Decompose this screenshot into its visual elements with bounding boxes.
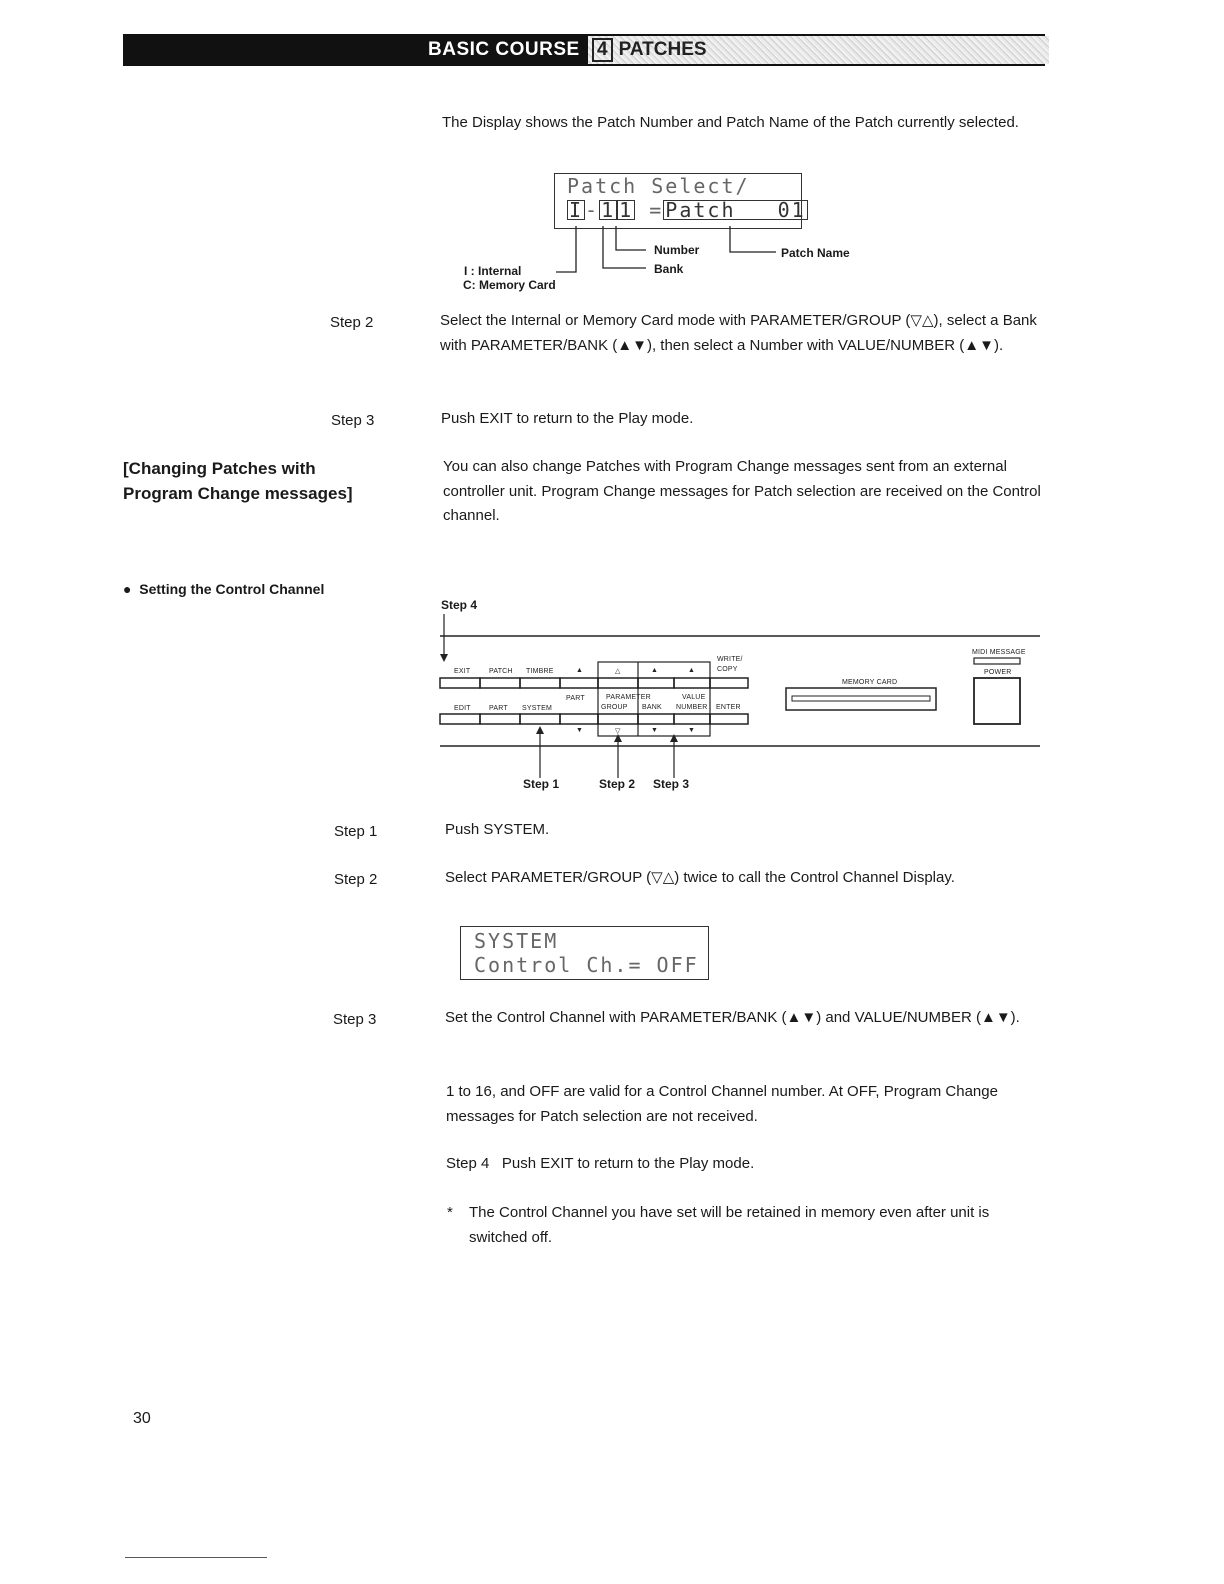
step-text: Select PARAMETER/GROUP (▽△) twice to call the Control Channel Display. bbox=[445, 869, 955, 886]
step4-line bbox=[446, 1152, 1046, 1177]
label-memory-card: C: Memory Card bbox=[463, 278, 556, 292]
step4-arrow-head bbox=[440, 654, 448, 662]
step-text: Select the Internal or Memory Card mode with PARAMETER/GROUP (▽△), select a Bank with PARAMETER/BANK (▲▼), then select a Number with VALUE/NUMBER (▲▼). bbox=[440, 312, 1037, 354]
callout-internal-line bbox=[556, 226, 576, 272]
subsection-heading bbox=[123, 581, 324, 597]
number-down-button[interactable] bbox=[674, 714, 710, 724]
panel-label-number-up: ▲ bbox=[688, 667, 696, 674]
lcd-bank: 1 bbox=[601, 198, 616, 222]
memory-card-slot bbox=[786, 688, 936, 710]
panel-step3-label: Step 3 bbox=[653, 777, 690, 791]
panel-label-memory-card: MEMORY CARD bbox=[842, 679, 898, 686]
panel-label-bank-down: ▼ bbox=[651, 727, 659, 734]
footer-rule bbox=[125, 1557, 267, 1558]
panel-label-value: VALUE bbox=[682, 694, 706, 701]
chapter-title: PATCHES bbox=[618, 39, 707, 60]
step-text: Push SYSTEM. bbox=[445, 821, 550, 838]
write-copy-button[interactable] bbox=[710, 678, 748, 688]
lcd-system-line2: Control Ch.= OFF bbox=[474, 953, 699, 977]
number-up-button[interactable] bbox=[674, 678, 710, 688]
footnote-marker: * bbox=[447, 1204, 453, 1221]
callout-name-line bbox=[730, 226, 776, 252]
memory-card-opening bbox=[792, 696, 930, 701]
midi-message-indicator bbox=[974, 658, 1020, 664]
panel-step1-label: Step 1 bbox=[523, 777, 560, 791]
step1-arrow-head bbox=[536, 726, 544, 734]
intro-text: The Display shows the Patch Number and Patch Name of the Patch currently selected. bbox=[442, 114, 1019, 131]
exit-button[interactable] bbox=[440, 678, 480, 688]
panel-label-part-up: ▲ bbox=[576, 667, 584, 674]
panel-diagram bbox=[436, 612, 1046, 782]
panel-label-group-down: ▽ bbox=[615, 728, 621, 735]
panel-label-part-down: ▼ bbox=[576, 727, 584, 734]
panel-step4-label: Step 4 bbox=[441, 598, 478, 612]
step3-arrow-head bbox=[670, 734, 678, 742]
part-down-button[interactable] bbox=[560, 714, 598, 724]
step-text: Push EXIT to return to the Play mode. bbox=[441, 410, 694, 427]
callout-bank-line bbox=[603, 226, 646, 268]
section-heading-line1: [Changing Patches with bbox=[123, 459, 316, 478]
panel-label-number: NUMBER bbox=[676, 704, 708, 711]
lcd-line1: Patch Select/ bbox=[567, 174, 750, 198]
panel-label-timbre: TIMBRE bbox=[526, 668, 554, 675]
step-label: Step 1 bbox=[334, 823, 378, 840]
section-text: You can also change Patches with Program Change messages sent from an external controller unit. Program Change messages for Patch selection are received on the Control channel. bbox=[443, 458, 1041, 524]
panel-label-edit: EDIT bbox=[454, 705, 471, 712]
panel-label-parameter: PARAMETER bbox=[606, 694, 651, 701]
section-heading bbox=[123, 456, 423, 506]
step2-arrow-head bbox=[614, 734, 622, 742]
subsection-title: Setting the Control Channel bbox=[139, 581, 325, 597]
step-label: Step 3 bbox=[331, 412, 375, 429]
part-button[interactable] bbox=[480, 714, 520, 724]
edit-button[interactable] bbox=[440, 714, 480, 724]
group-down-button[interactable] bbox=[598, 714, 638, 724]
label-internal: I : Internal bbox=[464, 264, 522, 278]
lcd-bank-type: I bbox=[569, 198, 584, 222]
system-button[interactable] bbox=[520, 714, 560, 724]
lcd-patch-name: Patch 01 bbox=[665, 198, 806, 222]
panel-label-copy: COPY bbox=[717, 666, 738, 673]
step-text: Set the Control Channel with PARAMETER/BANK (▲▼) and VALUE/NUMBER (▲▼). bbox=[445, 1009, 1020, 1026]
section-heading-line2: Program Change messages] bbox=[123, 484, 353, 503]
panel-label-midi-message: MIDI MESSAGE bbox=[972, 649, 1026, 656]
power-button[interactable] bbox=[974, 678, 1020, 724]
panel-label-system: SYSTEM bbox=[522, 705, 552, 712]
panel-label-group-up: △ bbox=[615, 668, 621, 675]
panel-label-number-down: ▼ bbox=[688, 727, 696, 734]
header-chapter bbox=[588, 36, 1049, 64]
panel-label-part: PART bbox=[566, 695, 585, 702]
group-up-button[interactable] bbox=[598, 678, 638, 688]
panel-step2-label: Step 2 bbox=[599, 777, 636, 791]
panel-label-patch: PATCH bbox=[489, 668, 513, 675]
panel-label-power: POWER bbox=[984, 669, 1012, 676]
label-patch-name: Patch Name bbox=[781, 246, 850, 260]
part-up-button[interactable] bbox=[560, 678, 598, 688]
footnote-text: The Control Channel you have set will be retained in memory even after unit is switched off. bbox=[469, 1204, 990, 1246]
step-label: Step 2 bbox=[334, 871, 378, 888]
panel-label-bank: BANK bbox=[642, 704, 662, 711]
callout-number-line bbox=[616, 226, 646, 250]
lcd-system-display bbox=[460, 926, 709, 980]
panel-label-bank-up: ▲ bbox=[651, 667, 659, 674]
valid-note: 1 to 16, and OFF are valid for a Control Channel number. At OFF, Program Change messages for Patch selection are not received. bbox=[446, 1083, 998, 1125]
bullet-icon: ● bbox=[123, 581, 132, 597]
label-number: Number bbox=[654, 243, 700, 257]
step-label: Step 4 bbox=[446, 1155, 490, 1172]
lcd-number: 1 bbox=[619, 198, 634, 222]
lcd-equals: = bbox=[635, 198, 664, 222]
lcd-system-line1: SYSTEM bbox=[474, 929, 559, 953]
page-number: 30 bbox=[133, 1410, 151, 1427]
enter-button[interactable] bbox=[710, 714, 748, 724]
bank-down-button[interactable] bbox=[638, 714, 674, 724]
footnote bbox=[447, 1201, 1047, 1250]
panel-label-exit: EXIT bbox=[454, 668, 471, 675]
bank-up-button[interactable] bbox=[638, 678, 674, 688]
lcd-dash: - bbox=[585, 198, 600, 222]
step-label: Step 2 bbox=[330, 314, 374, 331]
panel-label-part-btn: PART bbox=[489, 705, 508, 712]
panel-label-write: WRITE/ bbox=[717, 656, 743, 663]
lcd-patch-display bbox=[554, 173, 806, 229]
header-section-title: BASIC COURSE bbox=[428, 39, 580, 60]
step-text: Push EXIT to return to the Play mode. bbox=[501, 1155, 755, 1172]
chapter-number: 4 bbox=[592, 38, 613, 62]
timbre-button[interactable] bbox=[520, 678, 560, 688]
lcd-line2 bbox=[555, 198, 806, 222]
label-bank: Bank bbox=[654, 262, 684, 276]
step-label: Step 3 bbox=[333, 1011, 377, 1028]
panel-label-group: GROUP bbox=[601, 704, 628, 711]
patch-button[interactable] bbox=[480, 678, 520, 688]
panel-label-enter: ENTER bbox=[716, 704, 741, 711]
